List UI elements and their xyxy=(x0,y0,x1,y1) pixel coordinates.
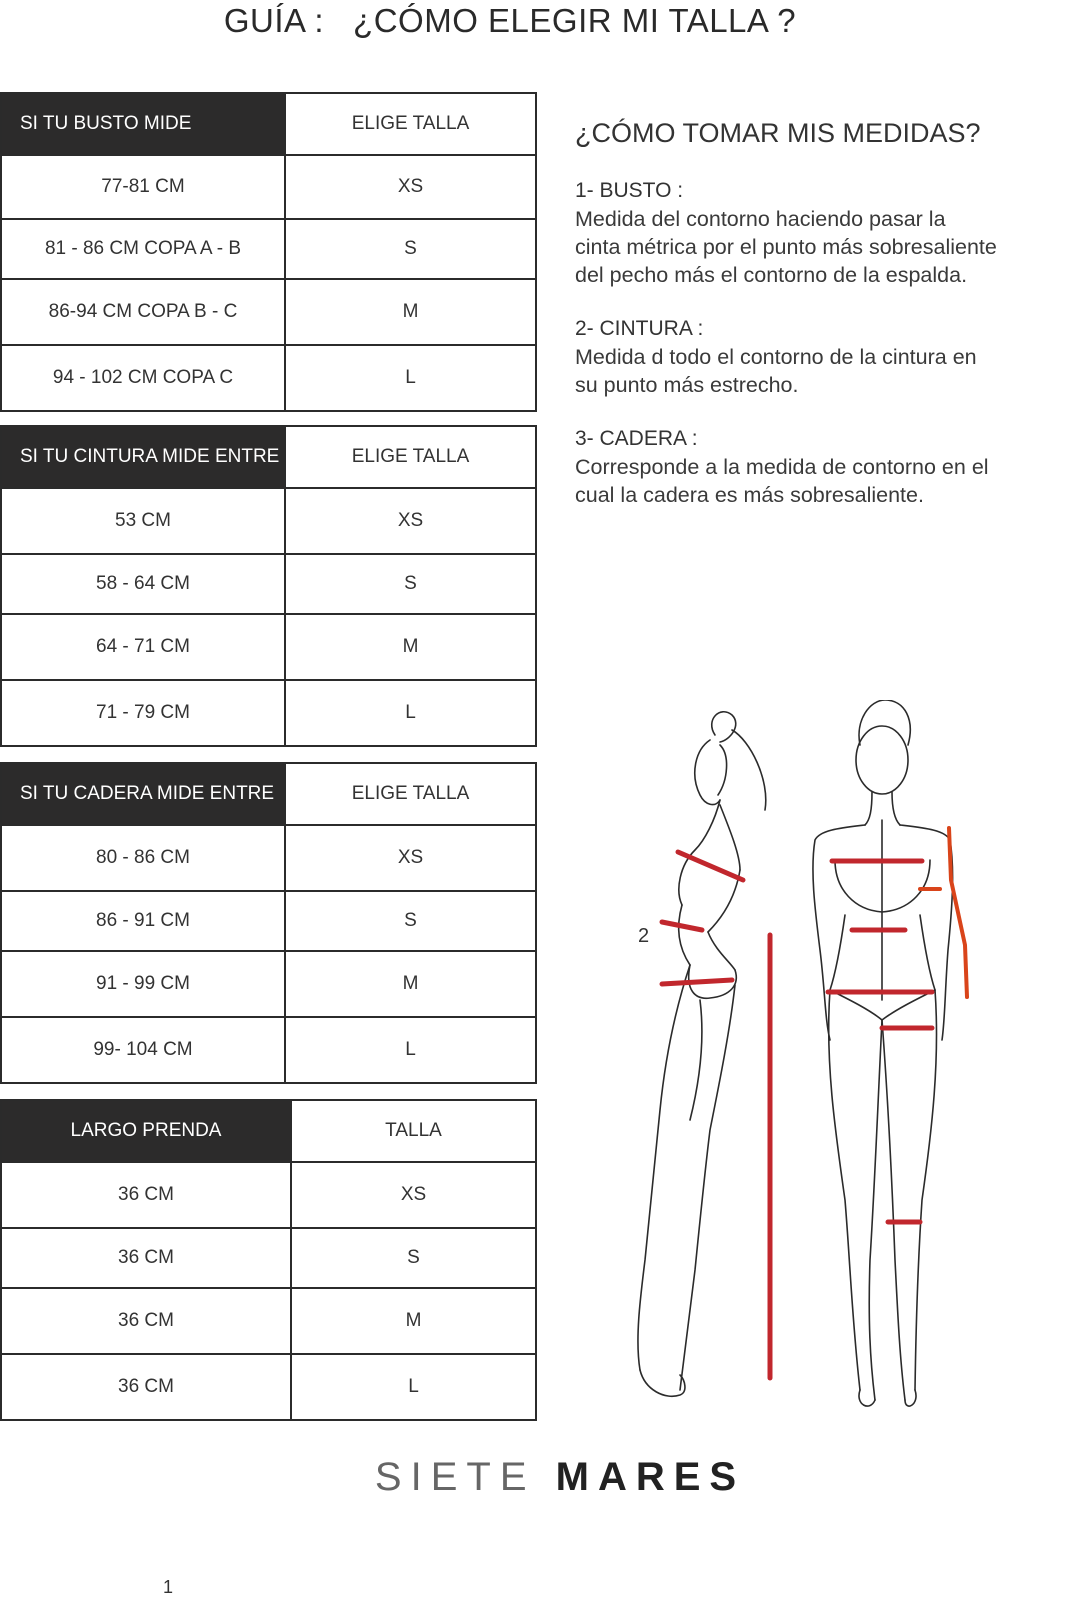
waist-size-header: ELIGE TALLA xyxy=(285,426,536,488)
brand-bold-text: MARES xyxy=(555,1455,746,1499)
hip-size-header: ELIGE TALLA xyxy=(285,763,536,825)
table-cell-size: L xyxy=(285,345,536,411)
side-bust-line xyxy=(678,852,743,880)
table-cell-measure: 36 CM xyxy=(1,1228,291,1288)
table-cell-size: M xyxy=(285,279,536,345)
table-cell-size: S xyxy=(291,1228,536,1288)
instruction-line: Corresponde a la medida de contorno en el xyxy=(575,455,989,479)
table-cell-size: XS xyxy=(285,155,536,219)
instruction-line: del pecho más el contorno de la espalda. xyxy=(575,263,968,287)
table-cell-size: M xyxy=(285,614,536,680)
instruction-title: 2- CINTURA : xyxy=(575,317,704,340)
table-cell-measure: 91 - 99 CM xyxy=(1,951,285,1017)
table-cell-measure: 36 CM xyxy=(1,1288,291,1354)
instruction-title: 1- BUSTO : xyxy=(575,179,684,202)
hip-header: SI TU CADERA MIDE ENTRE xyxy=(1,763,285,825)
side-figure xyxy=(638,712,766,1397)
waist-size-table xyxy=(0,425,537,747)
measurement-instructions xyxy=(575,118,1065,535)
page-number: 1 xyxy=(163,1577,174,1597)
bust-header: SI TU BUSTO MIDE xyxy=(1,93,285,155)
measurement-lines xyxy=(662,852,932,1378)
table-cell-measure: 86-94 CM COPA B - C xyxy=(1,279,285,345)
table-cell-size: L xyxy=(285,680,536,746)
body-measurement-illustration xyxy=(620,700,1040,1440)
table-cell-measure: 58 - 64 CM xyxy=(1,554,285,614)
instruction-line: cual la cadera es más sobresaliente. xyxy=(575,483,924,507)
brand-light-text: SIETE xyxy=(374,1455,536,1499)
bust-size-table xyxy=(0,92,537,412)
instruction-line: su punto más estrecho. xyxy=(575,373,799,397)
table-cell-measure: 81 - 86 CM COPA A - B xyxy=(1,219,285,279)
brand-logo xyxy=(0,1455,1082,1500)
hip-size-table xyxy=(0,762,537,1084)
table-cell-size: M xyxy=(291,1288,536,1354)
side-waist-line xyxy=(662,922,702,930)
length-size-header: TALLA xyxy=(291,1100,536,1162)
instruction-line: cinta métrica por el punto más sobresaliente xyxy=(575,235,997,259)
instructions-heading: ¿CÓMO TOMAR MIS MEDIDAS? xyxy=(575,118,981,148)
table-cell-size: XS xyxy=(285,488,536,554)
table-cell-measure: 77-81 CM xyxy=(1,155,285,219)
length-header: LARGO PRENDA xyxy=(1,1100,291,1162)
table-cell-size: S xyxy=(285,219,536,279)
arm-measurement-lines xyxy=(920,828,967,997)
table-cell-size: XS xyxy=(285,825,536,891)
length-size-table xyxy=(0,1099,537,1421)
table-cell-size: L xyxy=(291,1354,536,1420)
table-cell-size: L xyxy=(285,1017,536,1083)
table-cell-measure: 80 - 86 CM xyxy=(1,825,285,891)
table-cell-measure: 53 CM xyxy=(1,488,285,554)
table-cell-size: S xyxy=(285,891,536,951)
waist-header: SI TU CINTURA MIDE ENTRE xyxy=(1,426,285,488)
table-cell-size: XS xyxy=(291,1162,536,1228)
hip-instruction xyxy=(575,425,1065,509)
table-cell-measure: 99- 104 CM xyxy=(1,1017,285,1083)
table-cell-measure: 64 - 71 CM xyxy=(1,614,285,680)
table-cell-size: S xyxy=(285,554,536,614)
bust-size-header: ELIGE TALLA xyxy=(285,93,536,155)
page-title: GUÍA : ¿CÓMO ELEGIR MI TALLA ? xyxy=(223,2,797,39)
table-cell-measure: 36 CM xyxy=(1,1354,291,1420)
instruction-line: Medida d todo el contorno de la cintura en xyxy=(575,345,977,369)
table-cell-measure: 71 - 79 CM xyxy=(1,680,285,746)
front-figure xyxy=(813,700,953,1406)
instruction-title: 3- CADERA : xyxy=(575,427,698,450)
figure-label: 2 xyxy=(638,925,650,947)
bust-instruction xyxy=(575,177,1065,289)
table-cell-measure: 36 CM xyxy=(1,1162,291,1228)
instruction-line: Medida del contorno haciendo pasar la xyxy=(575,207,946,231)
waist-instruction xyxy=(575,315,1065,399)
side-hip-line xyxy=(662,980,732,984)
table-cell-size: M xyxy=(285,951,536,1017)
table-cell-measure: 86 - 91 CM xyxy=(1,891,285,951)
table-cell-measure: 94 - 102 CM COPA C xyxy=(1,345,285,411)
